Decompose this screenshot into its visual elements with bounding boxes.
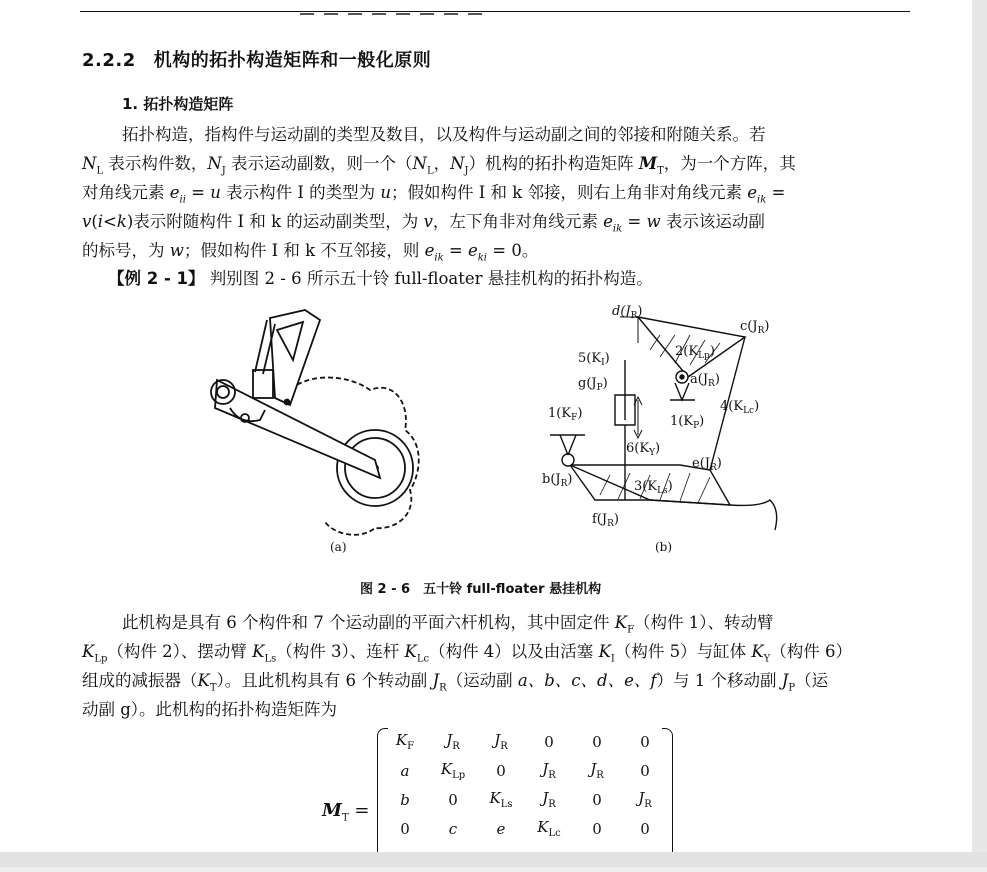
matrix-cell: 0 [640,819,650,838]
example-line: 【例 2 - 1】 判别图 2 - 6 所示五十铃 full-floater 悬挂机构的拓扑构造。 [108,269,653,288]
svg-text:5(KI): $5(K_I)$ [578,351,610,368]
para2-line2: $K_{Lp}$（构件 2）、摆动臂 $K_{Ls}$（构件 3）、连杆 $K_{Lc}$（构件 4）以及由活塞 $K_I$（构件 5）与缸体 $K_Y$（构件 6） [82,642,853,665]
matrix-cell: 0 [496,761,506,780]
matrix-cell: $J_R$ [542,789,556,810]
svg-text:e(JR): $e(J_R)$ [692,456,722,473]
matrix-cell: $J_R$ [494,731,508,752]
matrix-cell: $K_{Lc}$ [537,818,561,839]
section-number: 2.2.2 [82,50,136,71]
svg-text:a(JR): $a(J_R)$ [690,372,720,389]
svg-text:6(KY): $6(K_Y)$ [626,441,661,458]
matrix-cell: $J_R$ [638,789,652,810]
section-title: 机构的拓扑构造矩阵和一般化原则 [153,50,432,71]
matrix-cell: 0 [640,732,650,751]
vertical-scrollbar[interactable] [972,0,987,852]
matrix-row [381,814,669,843]
matrix-cell: 0 [592,819,602,838]
matrix-cell: b [400,790,410,809]
figure-b-label: (b) [655,540,673,554]
matrix-cell: 0 [448,790,458,809]
running-header-fragment [300,0,600,6]
example-label: 【例 2 - 1】 [108,269,205,288]
svg-text:f(JR): $f(J_R)$ [592,512,619,529]
svg-text:b(JR): $b(J_R)$ [542,472,573,489]
figure-a-label: (a) [330,540,347,554]
figure-a-drawing [195,300,435,545]
matrix-label: $M_T$ = [322,800,370,824]
para2-line1: 此机构是具有 6 个构件和 7 个运动副的平面六杆机构，其中固定件 $K_F$（构件 1）、转动臂 [122,613,774,636]
matrix-row [381,785,669,814]
matrix-cell: $K_{Lp}$ [440,760,466,781]
matrix-cell: $J_R$ [542,760,556,781]
topology-matrix [381,727,669,872]
matrix-row [381,727,669,756]
matrix-cell: c [448,819,458,838]
header-rule [80,11,910,12]
svg-text:1(KP): $1(K_P)$ [670,414,705,431]
matrix-cell: 0 [640,761,650,780]
para2-line3: 组成的减振器$(K_T)$。且此机构具有 6 个转动副 $J_R$（运动副 a、b、c、d、e、f）与 1 个移动副 $J_P$（运 [82,671,829,694]
matrix-cell: a [400,761,410,780]
matrix-right-bracket [662,728,673,860]
para1-line2: $N_L$ 表示构件数，$N_J$ 表示运动副数，则一个（$N_L$，$N_J$）机构的拓扑构造矩阵 $M_T$，为一个方阵，其 [82,154,796,177]
matrix-row [381,756,669,785]
para2-line4: 动副 g）。此机构的拓扑构造矩阵为 [82,700,338,719]
matrix-cell: $K_{Ls}$ [489,789,513,810]
svg-text:g(JP): $g(J_P)$ [578,376,608,393]
subsection-heading: 1. 拓扑构造矩阵 [122,95,234,113]
para1-line5: 的标号，为 w；假如构件 I 和 k 不互邻接，则 $e_{ik} = e_{ki} = 0$。 [82,241,539,264]
para1-line1: 拓扑构造，指构件与运动副的类型及数目，以及构件与运动副之间的邻接和附随关系。若 [122,125,766,144]
section-heading [82,46,431,72]
para1-line4: v(i<k)表示附随构件 I 和 k 的运动副类型，为 v，左下角非对角线元素 $e_{ik} = w$ 表示该运动副 [82,212,765,235]
figure-caption: 图 2 - 6 五十铃 full-floater 悬挂机构 [360,582,602,597]
figure-b-diagram [530,295,790,535]
svg-text:1(KF): $1(K_F)$ [548,406,583,423]
para1-line3: 对角线元素 $e_{ii} = u$ 表示构件 I 的类型为 u；假如构件 I 和 k 邻接，则右上角非对角线元素 $e_{ik}$ = [82,183,786,206]
svg-text:2(KLp): $2(K_{Lp})$ [675,344,715,361]
matrix-cell: $J_R$ [590,760,604,781]
matrix-cell: 0 [400,819,410,838]
matrix-cell: e [496,819,506,838]
matrix-cell: $K_F$ [395,731,415,752]
matrix-cell: $J_R$ [446,731,460,752]
matrix-cell: 0 [592,732,602,751]
matrix-cell: 0 [592,790,602,809]
horizontal-scrollbar[interactable] [0,852,987,867]
svg-text:4(KLc): $4(K_{Lc})$ [720,399,760,416]
svg-text:d(JR): $d(J_R)$ [612,304,643,321]
svg-text:c(JR): $c(J_R)$ [740,319,770,336]
matrix-cell: 0 [544,732,554,751]
svg-text:3(KLs): $3(K_{Ls})$ [634,479,673,496]
